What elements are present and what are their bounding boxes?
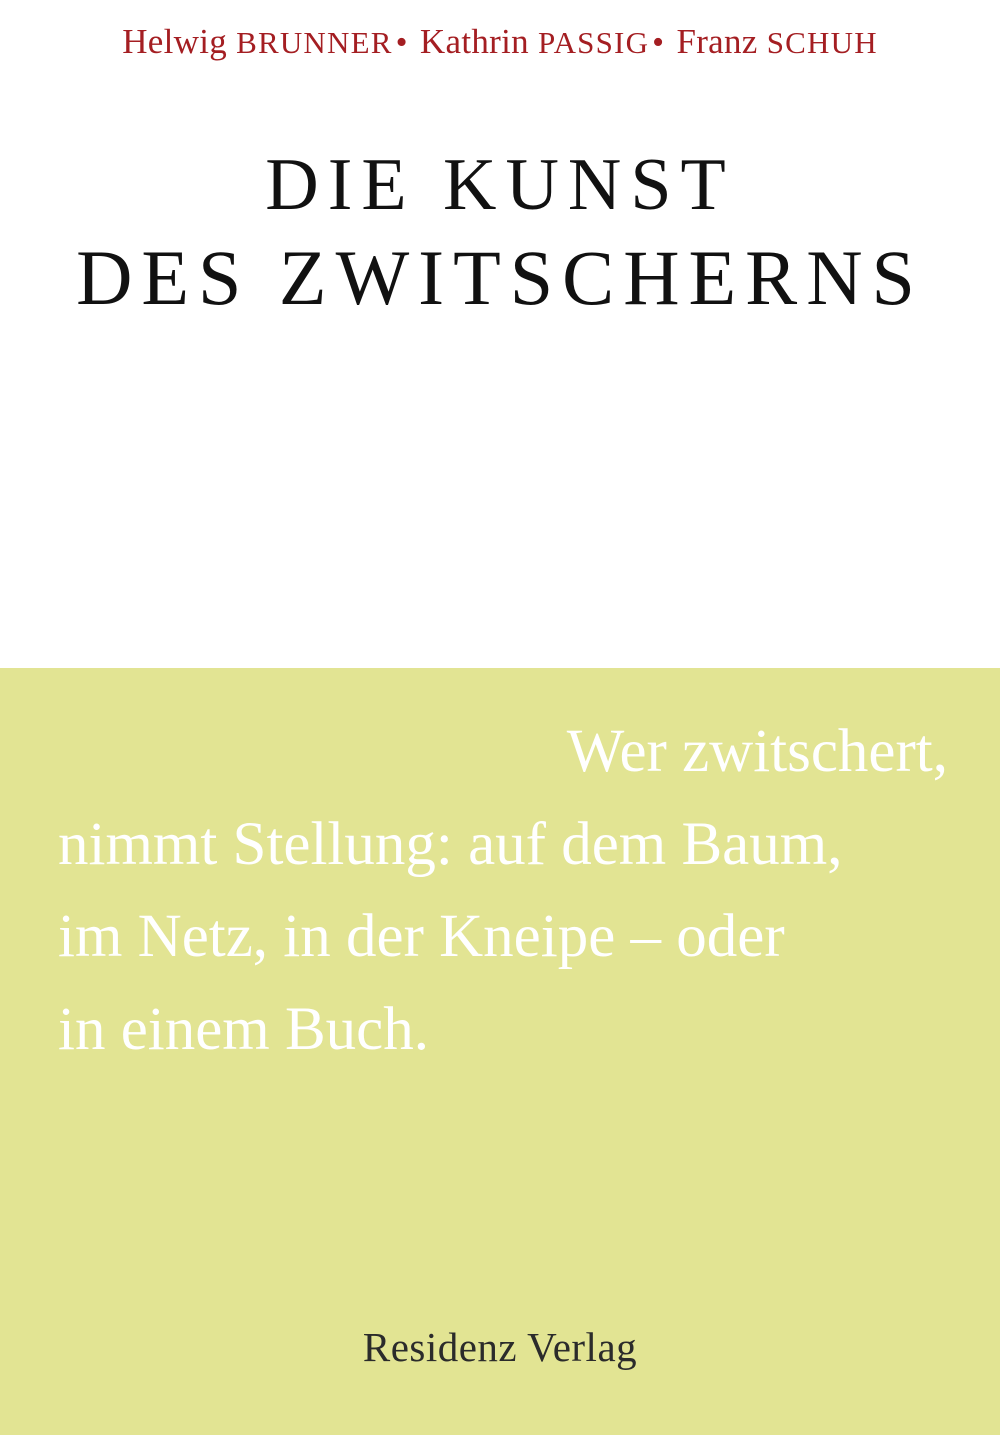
author-3 (667, 22, 877, 61)
author-1-first: Helwig (122, 22, 228, 61)
title-line-1: DIE KUNST (265, 144, 735, 226)
yellow-panel (0, 668, 1000, 1435)
author-2 (411, 22, 649, 61)
author-3-first: Franz (676, 22, 758, 61)
author-separator-1: • (395, 24, 408, 61)
author-3-last: SCHUH (766, 25, 878, 60)
blurb-text (58, 706, 948, 1077)
blurb-line-2: nimmt Stellung: auf dem Baum, (58, 810, 843, 878)
author-line (0, 22, 1000, 62)
author-2-first: Kathrin (419, 22, 529, 61)
author-separator-2: • (652, 24, 665, 61)
blurb-line-3: im Netz, in der Kneipe – oder (58, 903, 785, 971)
author-1 (122, 22, 392, 61)
blurb-line-4: in einem Buch. (58, 996, 430, 1064)
book-title (0, 140, 1000, 325)
author-2-last: PASSIG (537, 25, 650, 60)
title-line-2: DES ZWITSCHERNS (76, 234, 924, 322)
publisher-name: Residenz Verlag (362, 1324, 638, 1370)
blurb-line-1: Wer zwitschert, (566, 718, 948, 785)
author-1-last: BRUNNER (236, 25, 393, 60)
